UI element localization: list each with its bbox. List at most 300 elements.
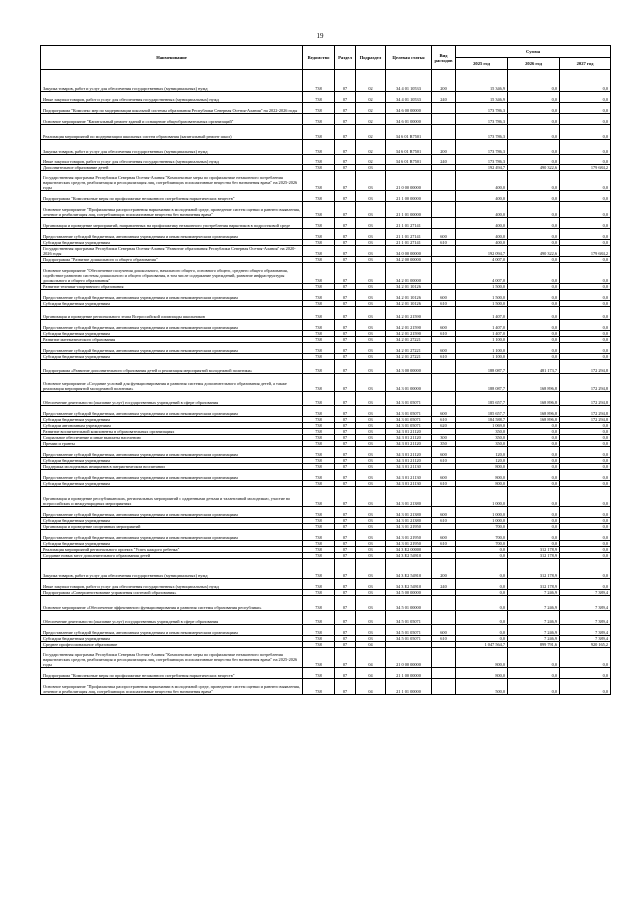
cell-expense-type — [432, 611, 456, 625]
cell-expense-type — [432, 218, 456, 229]
cell-subsection: 03 — [356, 392, 386, 406]
cell-2027: 172 294,8 — [560, 406, 611, 417]
cell-subsection: 03 — [356, 257, 386, 263]
cell-section: 07 — [335, 648, 356, 668]
cell-subsection: 03 — [356, 470, 386, 481]
cell-name: Предоставление субсидий бюджетным, автономным учреждениям и иным некоммерческим организациям — [41, 320, 303, 331]
cell-subsection: 03 — [356, 229, 386, 240]
cell-2026: 0,0 — [508, 470, 560, 481]
cell-name: Субсидии бюджетным учреждениям — [41, 636, 303, 642]
cell-ministry: 738 — [303, 417, 335, 423]
cell-2025: 1 100,0 — [456, 343, 508, 354]
cell-section: 07 — [335, 301, 356, 307]
cell-subsection: 03 — [356, 487, 386, 507]
cell-name: Развитие математического образования — [41, 337, 303, 343]
cell-section: 07 — [335, 596, 356, 611]
cell-section: 07 — [335, 257, 356, 263]
cell-name: Субсидии бюджетным учреждениям — [41, 354, 303, 360]
cell-2025: 0,0 — [456, 590, 508, 596]
cell-subsection: 03 — [356, 625, 386, 636]
cell-2026: 0,0 — [508, 447, 560, 458]
cell-ministry: 738 — [303, 218, 335, 229]
cell-expense-type — [432, 392, 456, 406]
cell-2026: 0,0 — [508, 257, 560, 263]
cell-2026: 0,0 — [508, 530, 560, 541]
cell-name: Социальное обеспечение и иные выплаты населению — [41, 435, 303, 441]
cell-2027: 0,0 — [560, 518, 611, 524]
cell-expense-type — [432, 679, 456, 695]
cell-2025: 15 346,9 — [456, 70, 508, 92]
cell-expense-type: 600 — [432, 625, 456, 636]
cell-section: 07 — [335, 406, 356, 417]
cell-target: 34 3 01 05071 — [386, 423, 432, 429]
cell-name: Премии и гранты — [41, 441, 303, 447]
table-row — [41, 611, 611, 625]
cell-expense-type — [432, 648, 456, 668]
cell-ministry: 738 — [303, 284, 335, 290]
cell-expense-type — [432, 171, 456, 191]
cell-name: Государственная программа Республики Северная Осетия-Алания "Комплексные меры по профилактике незаконного потребления наркотических средств, реабилитация и ресоциализация лиц, потребляющих психоактивные вещества без назначения врача" на 2025-2026 годы — [41, 171, 303, 191]
cell-2027: 0,0 — [560, 337, 611, 343]
cell-subsection: 03 — [356, 611, 386, 625]
cell-ministry: 738 — [303, 125, 335, 140]
cell-section: 07 — [335, 218, 356, 229]
cell-ministry: 738 — [303, 257, 335, 263]
cell-2026: 0,0 — [508, 301, 560, 307]
cell-2027: 0,0 — [560, 191, 611, 202]
cell-ministry: 738 — [303, 229, 335, 240]
budget-table — [40, 45, 611, 695]
cell-2026: 0,0 — [508, 114, 560, 125]
cell-target: 34 5 01 00000 — [386, 596, 432, 611]
cell-2025: 1 000,0 — [456, 507, 508, 518]
cell-subsection: 03 — [356, 447, 386, 458]
cell-ministry: 738 — [303, 429, 335, 435]
cell-target: 34 6 01 R7501 — [386, 125, 432, 140]
cell-2026: 490 322,6 — [508, 246, 560, 257]
cell-section: 07 — [335, 92, 356, 103]
cell-ministry: 738 — [303, 103, 335, 114]
cell-2026: 0,0 — [508, 284, 560, 290]
cell-2026: 0,0 — [508, 518, 560, 524]
cell-target: 34 3 E2 54910 — [386, 553, 432, 559]
cell-name: Иные закупки товаров, работ и услуг для обеспечения государственных (муниципальных) нужд — [41, 155, 303, 165]
header-sum: Сумма — [456, 46, 611, 58]
cell-section: 07 — [335, 202, 356, 218]
cell-2025: 0,0 — [456, 611, 508, 625]
cell-section: 07 — [335, 464, 356, 470]
cell-2025: 1 407,0 — [456, 320, 508, 331]
cell-expense-type: 600 — [432, 530, 456, 541]
cell-section: 07 — [335, 447, 356, 458]
cell-2025: 120,0 — [456, 447, 508, 458]
cell-section: 07 — [335, 307, 356, 320]
cell-ministry: 738 — [303, 679, 335, 695]
cell-ministry: 738 — [303, 171, 335, 191]
cell-name: Развитие воспитательной компоненты в образовательных организациях — [41, 429, 303, 435]
cell-name: Подпрограмма "Развитие дошкольного и общего образования" — [41, 257, 303, 263]
cell-ministry: 738 — [303, 559, 335, 579]
cell-2027: 0,0 — [560, 648, 611, 668]
cell-name: Закупка товаров, работ и услуг для обеспечения государственных (муниципальных) нужд — [41, 140, 303, 155]
cell-ministry: 738 — [303, 290, 335, 301]
cell-2025: 173 786,3 — [456, 155, 508, 165]
cell-target: 34 3 01 21120 — [386, 447, 432, 458]
cell-ministry: 738 — [303, 202, 335, 218]
cell-section: 07 — [335, 191, 356, 202]
cell-subsection: 03 — [356, 441, 386, 447]
table-row — [41, 246, 611, 257]
cell-expense-type: 610 — [432, 331, 456, 337]
cell-2025: 0,0 — [456, 553, 508, 559]
cell-name: Реализация мероприятий по модернизации школьных систем образования (капитальный ремонт школ) — [41, 125, 303, 140]
cell-ministry: 738 — [303, 518, 335, 524]
cell-name: Иные закупки товаров, работ и услуг для обеспечения государственных (муниципальных) нужд — [41, 579, 303, 590]
header-target: Целевая статья — [386, 46, 432, 70]
cell-expense-type — [432, 360, 456, 374]
cell-subsection: 03 — [356, 240, 386, 246]
cell-2025: 350,0 — [456, 429, 508, 435]
cell-2026: 168 896,8 — [508, 392, 560, 406]
cell-2026: 7 246,9 — [508, 590, 560, 596]
cell-section: 07 — [335, 240, 356, 246]
header-subsection: Подраздел — [356, 46, 386, 70]
cell-name: Иные закупки товаров, работ и услуг для обеспечения государственных (муниципальных) нужд — [41, 92, 303, 103]
cell-target: 34 2 01 27221 — [386, 354, 432, 360]
cell-2027: 0,0 — [560, 290, 611, 301]
cell-target: 34 3 01 21120 — [386, 458, 432, 464]
cell-target: 34 2 01 10126 — [386, 301, 432, 307]
cell-name: Организация и проведение мероприятий, направленных на профилактику незаконного употребления наркотиков в подростковой среде — [41, 218, 303, 229]
cell-2026: 0,0 — [508, 429, 560, 435]
cell-2027: 0,0 — [560, 307, 611, 320]
cell-2026: 0,0 — [508, 92, 560, 103]
cell-2026: 168 896,8 — [508, 406, 560, 417]
cell-section: 07 — [335, 331, 356, 337]
cell-2026: 0,0 — [508, 668, 560, 679]
cell-expense-type: 600 — [432, 290, 456, 301]
table-row — [41, 125, 611, 140]
cell-ministry: 738 — [303, 553, 335, 559]
cell-2027: 0,0 — [560, 524, 611, 530]
cell-ministry: 738 — [303, 530, 335, 541]
cell-section: 07 — [335, 541, 356, 547]
cell-target: 34 3 01 21950 — [386, 530, 432, 541]
cell-2026: 312 178,9 — [508, 559, 560, 579]
cell-subsection: 03 — [356, 337, 386, 343]
cell-2027: 0,0 — [560, 530, 611, 541]
cell-name: Подпрограмма "Комплексные меры по профилактике незаконного потребления наркотических веществ" — [41, 668, 303, 679]
cell-name: Среднее профессиональное образование — [41, 642, 303, 648]
cell-subsection: 03 — [356, 202, 386, 218]
cell-2027: 0,0 — [560, 125, 611, 140]
cell-name: Предоставление субсидий бюджетным, автономным учреждениям и иным некоммерческим организациям — [41, 507, 303, 518]
cell-target: 34 4 01 10533 — [386, 92, 432, 103]
cell-2026: 168 896,8 — [508, 374, 560, 392]
cell-2025: 1 100,0 — [456, 337, 508, 343]
cell-expense-type — [432, 307, 456, 320]
cell-target: 34 6 01 00000 — [386, 114, 432, 125]
cell-2025: 0,0 — [456, 596, 508, 611]
cell-target: 34 6 01 R7501 — [386, 140, 432, 155]
cell-name: Предоставление субсидий бюджетным, автономным учреждениям и иным некоммерческим организациям — [41, 229, 303, 240]
cell-name: Основное мероприятие «Создание условий для функционирования и развития системы дополнительного образования детей, а также реализация мероприятий молодежной политики» — [41, 374, 303, 392]
cell-name: Основное мероприятие "Профилактика распространения наркомании в молодежной среде, проведение систем оценки и раннего выявления, лечение и реабилитация лиц, потребляющих психоактивные вещества без назначения врача" — [41, 679, 303, 695]
cell-2026: 0,0 — [508, 229, 560, 240]
cell-expense-type: 200 — [432, 70, 456, 92]
cell-2027: 0,0 — [560, 155, 611, 165]
cell-2026: 0,0 — [508, 263, 560, 284]
cell-subsection: 03 — [356, 354, 386, 360]
table-row — [41, 114, 611, 125]
cell-ministry: 738 — [303, 406, 335, 417]
cell-2025: 350,0 — [456, 435, 508, 441]
cell-subsection: 03 — [356, 423, 386, 429]
cell-subsection: 02 — [356, 155, 386, 165]
cell-2027: 0,0 — [560, 331, 611, 337]
cell-expense-type: 610 — [432, 636, 456, 642]
cell-name: Предоставление субсидий бюджетным, автономным учреждениям и иным некоммерческим организациям — [41, 530, 303, 541]
cell-subsection: 03 — [356, 331, 386, 337]
cell-2025: 800,0 — [456, 648, 508, 668]
cell-subsection: 03 — [356, 171, 386, 191]
cell-subsection: 04 — [356, 668, 386, 679]
cell-2025: 1 407,0 — [456, 307, 508, 320]
cell-subsection: 03 — [356, 464, 386, 470]
cell-ministry: 738 — [303, 374, 335, 392]
cell-expense-type — [432, 596, 456, 611]
cell-2025: 700,0 — [456, 541, 508, 547]
cell-ministry: 738 — [303, 507, 335, 518]
cell-section: 07 — [335, 114, 356, 125]
cell-2027: 0,0 — [560, 547, 611, 553]
cell-2025: 192 094,7 — [456, 246, 508, 257]
cell-2027: 0,0 — [560, 441, 611, 447]
cell-ministry: 738 — [303, 648, 335, 668]
cell-section: 07 — [335, 441, 356, 447]
cell-ministry: 738 — [303, 392, 335, 406]
cell-target: 34 3 01 00000 — [386, 374, 432, 392]
cell-name: Подпрограмма «Развитие дополнительного образования детей и реализация мероприятий молодежной политики» — [41, 360, 303, 374]
cell-2025: 184 588,7 — [456, 417, 508, 423]
cell-expense-type: 350 — [432, 441, 456, 447]
cell-2027: 0,0 — [560, 429, 611, 435]
table-row — [41, 668, 611, 679]
cell-ministry: 738 — [303, 246, 335, 257]
table-row — [41, 625, 611, 636]
cell-ministry: 738 — [303, 441, 335, 447]
cell-target: 34 3 01 21130 — [386, 481, 432, 487]
cell-target: 34 2 01 21590 — [386, 320, 432, 331]
cell-section: 07 — [335, 392, 356, 406]
cell-2025: 400,0 — [456, 171, 508, 191]
cell-2027: 0,0 — [560, 301, 611, 307]
cell-subsection: 03 — [356, 263, 386, 284]
cell-2025: 173 786,3 — [456, 125, 508, 140]
cell-expense-type: 610 — [432, 481, 456, 487]
cell-subsection: 03 — [356, 218, 386, 229]
cell-2026: 0,0 — [508, 320, 560, 331]
cell-2027: 0,0 — [560, 668, 611, 679]
cell-ministry: 738 — [303, 70, 335, 92]
cell-name: Субсидии бюджетным учреждениям — [41, 541, 303, 547]
cell-2026: 0,0 — [508, 331, 560, 337]
cell-name: Подпрограмма "Комплексные меры по профилактике незаконного потребления наркотических веществ" — [41, 191, 303, 202]
cell-section: 07 — [335, 423, 356, 429]
cell-2027: 179 684,2 — [560, 246, 611, 257]
cell-section: 07 — [335, 559, 356, 579]
cell-ministry: 738 — [303, 541, 335, 547]
cell-expense-type — [432, 125, 456, 140]
cell-2025: 350,0 — [456, 441, 508, 447]
cell-2027: 0,0 — [560, 92, 611, 103]
cell-2026: 312 178,9 — [508, 579, 560, 590]
cell-expense-type — [432, 374, 456, 392]
cell-2025: 1 000,0 — [456, 487, 508, 507]
cell-2025: 700,0 — [456, 530, 508, 541]
cell-2026: 0,0 — [508, 481, 560, 487]
cell-target: 34 3 01 05071 — [386, 392, 432, 406]
cell-expense-type: 200 — [432, 559, 456, 579]
cell-2026: 0,0 — [508, 103, 560, 114]
cell-2026: 0,0 — [508, 343, 560, 354]
cell-ministry: 738 — [303, 642, 335, 648]
cell-2027: 172 294,8 — [560, 392, 611, 406]
cell-2026: 7 246,9 — [508, 611, 560, 625]
cell-subsection: 03 — [356, 343, 386, 354]
cell-expense-type — [432, 487, 456, 507]
cell-expense-type: 200 — [432, 140, 456, 155]
cell-2025: 0,0 — [456, 559, 508, 579]
cell-2027: 7 389,4 — [560, 611, 611, 625]
header-year-2027: 2027 год — [560, 58, 611, 70]
table-row — [41, 70, 611, 92]
cell-2025: 188 087,7 — [456, 360, 508, 374]
cell-section: 07 — [335, 290, 356, 301]
cell-target: 34 3 01 21120 — [386, 429, 432, 435]
table-row — [41, 648, 611, 668]
cell-subsection: 03 — [356, 590, 386, 596]
table-row — [41, 392, 611, 406]
cell-subsection: 03 — [356, 417, 386, 423]
cell-2025: 173 786,3 — [456, 103, 508, 114]
cell-section: 07 — [335, 579, 356, 590]
cell-2026: 0,0 — [508, 541, 560, 547]
cell-subsection: 02 — [356, 140, 386, 155]
cell-2027: 0,0 — [560, 435, 611, 441]
cell-section: 07 — [335, 547, 356, 553]
cell-2026: 0,0 — [508, 464, 560, 470]
cell-name: Предоставление субсидий бюджетным, автономным учреждениям и иным некоммерческим организациям — [41, 447, 303, 458]
cell-expense-type: 600 — [432, 229, 456, 240]
cell-expense-type: 600 — [432, 406, 456, 417]
cell-2025: 185 657,7 — [456, 392, 508, 406]
cell-2027: 0,0 — [560, 140, 611, 155]
cell-subsection: 02 — [356, 103, 386, 114]
header-section: Раздел — [335, 46, 356, 70]
cell-2027: 0,0 — [560, 202, 611, 218]
cell-2025: 800,0 — [456, 481, 508, 487]
cell-section: 07 — [335, 140, 356, 155]
cell-section: 07 — [335, 263, 356, 284]
cell-ministry: 738 — [303, 636, 335, 642]
cell-2026: 0,0 — [508, 307, 560, 320]
cell-section: 07 — [335, 343, 356, 354]
cell-section: 07 — [335, 470, 356, 481]
cell-2027: 0,0 — [560, 284, 611, 290]
cell-2025: 15 346,9 — [456, 92, 508, 103]
cell-target: 34 3 01 05071 — [386, 406, 432, 417]
cell-subsection: 03 — [356, 553, 386, 559]
cell-section: 07 — [335, 524, 356, 530]
table-row — [41, 596, 611, 611]
cell-2026: 168 896,8 — [508, 417, 560, 423]
cell-ministry: 738 — [303, 155, 335, 165]
cell-target: 21 1 01 27141 — [386, 218, 432, 229]
cell-ministry: 738 — [303, 320, 335, 331]
cell-section: 07 — [335, 458, 356, 464]
table-row — [41, 263, 611, 284]
cell-target: 34 2 01 27221 — [386, 343, 432, 354]
cell-subsection: 03 — [356, 524, 386, 530]
cell-target: 34 2 01 21590 — [386, 331, 432, 337]
cell-section: 07 — [335, 642, 356, 648]
cell-name: Субсидии бюджетным учреждениям — [41, 458, 303, 464]
cell-name: Закупка товаров, работ и услуг для обеспечения государственных (муниципальных) нужд — [41, 559, 303, 579]
cell-expense-type: 600 — [432, 320, 456, 331]
cell-target: 21 1 01 27141 — [386, 229, 432, 240]
cell-section: 07 — [335, 611, 356, 625]
cell-subsection: 03 — [356, 246, 386, 257]
cell-ministry: 738 — [303, 337, 335, 343]
cell-ministry: 738 — [303, 487, 335, 507]
table-row — [41, 218, 611, 229]
cell-subsection: 02 — [356, 114, 386, 125]
cell-section: 07 — [335, 246, 356, 257]
cell-subsection: 03 — [356, 530, 386, 541]
cell-expense-type: 610 — [432, 518, 456, 524]
cell-section: 07 — [335, 668, 356, 679]
cell-section: 07 — [335, 165, 356, 171]
cell-expense-type: 610 — [432, 417, 456, 423]
cell-2026: 0,0 — [508, 155, 560, 165]
cell-section: 07 — [335, 374, 356, 392]
cell-name: Основное мероприятие "Профилактика распространения наркомании в молодежной среде, проведение систем оценки и раннего выявления, лечение и реабилитация лиц, потребляющих психоактивные вещества без назначения врача" — [41, 202, 303, 218]
cell-expense-type: 600 — [432, 470, 456, 481]
cell-subsection: 03 — [356, 541, 386, 547]
cell-2025: 400,0 — [456, 191, 508, 202]
table-row — [41, 92, 611, 103]
cell-ministry: 738 — [303, 92, 335, 103]
cell-ministry: 738 — [303, 140, 335, 155]
cell-target: 21 1 00 00000 — [386, 191, 432, 202]
cell-2025: 1 100,0 — [456, 354, 508, 360]
cell-name: Предоставление субсидий бюджетным, автономным учреждениям и иным некоммерческим организациям — [41, 406, 303, 417]
cell-name: Обеспечение деятельности (оказание услуг) государственных учреждений в сфере образования — [41, 392, 303, 406]
cell-ministry: 738 — [303, 590, 335, 596]
table-row — [41, 679, 611, 695]
cell-2025: 0,0 — [456, 636, 508, 642]
cell-ministry: 738 — [303, 307, 335, 320]
cell-subsection: 03 — [356, 429, 386, 435]
cell-subsection: 03 — [356, 518, 386, 524]
cell-target: 34 5 01 05071 — [386, 611, 432, 625]
cell-2027: 0,0 — [560, 559, 611, 579]
cell-2025: 1 047 564,7 — [456, 642, 508, 648]
cell-target: 21 1 00 00000 — [386, 668, 432, 679]
cell-2025: 4 007,0 — [456, 257, 508, 263]
cell-subsection: 03 — [356, 559, 386, 579]
